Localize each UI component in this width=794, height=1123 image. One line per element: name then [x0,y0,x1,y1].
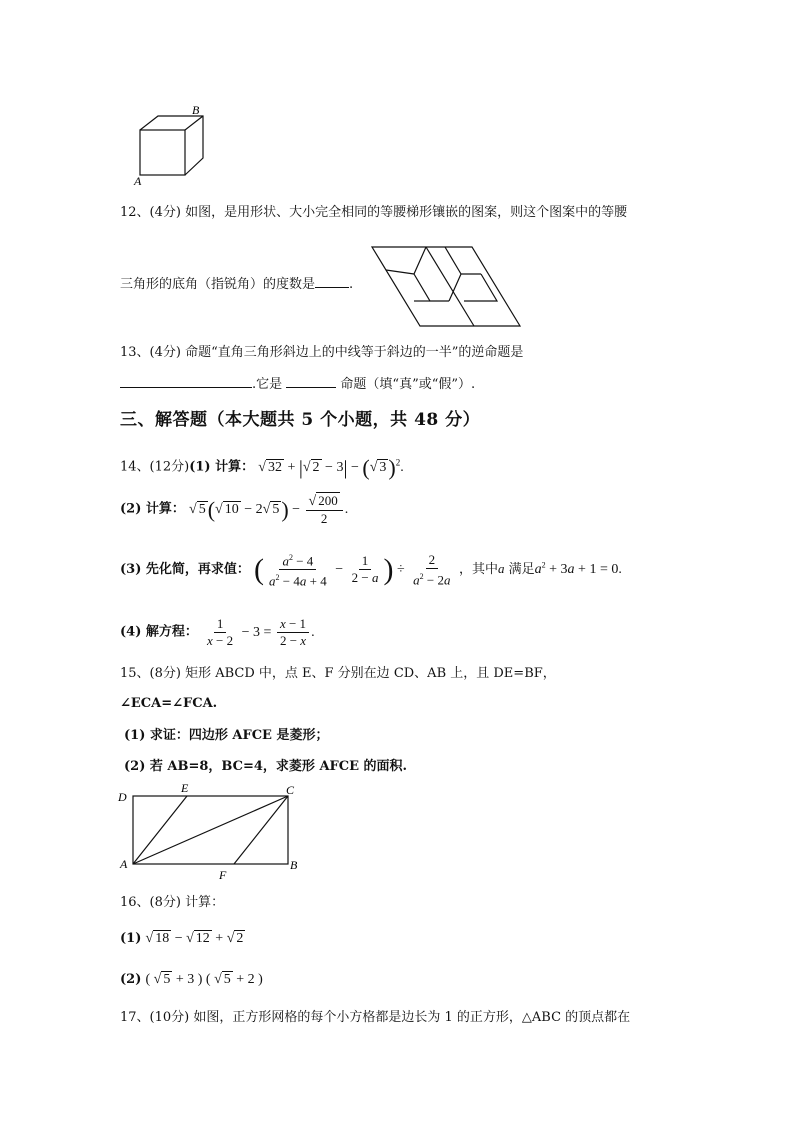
q14-p1-label: (1) 计算： [189,459,255,475]
q12-line2-text: 三角形的底角（指锐角）的度数是 [120,277,316,292]
cube-label-b: B [192,103,200,117]
label-e: E [181,781,189,795]
section3-heading: 三、解答题（本大题共 5 个小题，共 48 分） [120,410,481,430]
q14-p3-condition-expression: $a^2 + 3a + 1 = 0$. [534,560,622,578]
q14-p4-expression: $\frac{1}{x - 2}$ − 3 = $\frac{x - 1}{2 - x}$ . [207,616,315,648]
q16-p2-label: (2) [120,972,142,987]
q13-answer-blank[interactable] [120,373,252,388]
q13-part-b: 命题（填“真”或“假”）. [340,377,476,392]
q14-p3-cond: 满足 [504,562,535,578]
q15-line3: (1) 求证：四边形 AFCE 是菱形； [124,728,329,743]
q14-p4-label: (4) 解方程： [120,624,198,640]
q14-prefix: 14、(12分) [120,459,190,475]
label-b: B [290,858,298,872]
q15-line4: (2) 若 AB=8，BC=4，求菱形 AFCE 的面积. [124,759,408,774]
q14-part1 [120,452,404,478]
q13-true-false-blank[interactable] [286,373,336,388]
q16-p2-expression: ( √ 5 + 3 ) ( √ 5 + 2 ) [145,972,263,987]
q13-line1: 13、(4分) 命题“直角三角形斜边上的中线等于斜边的一半”的逆命题是 [120,345,524,360]
q16-p1-label: (1) [120,931,142,946]
q14-part2 [120,492,348,527]
q12-line2-end: . [349,277,354,292]
q14-p3-mid: ，其中 [458,562,498,578]
q16-line1: 16、(8分) 计算： [120,895,225,910]
q14-p3-expression: ( $\frac{a^2 - 4}{a^2 - 4a + 4}$ − $\frac{1}{2 - a}$ ) ÷ $\frac{2}{a^2 - 2a}$ [254,551,451,589]
q15-line2: ∠ECA=∠FCA. [120,696,218,711]
q13-part-a: .它是 [252,377,283,392]
q14-p2-expression: √ 5(√ 10 − 2√ 5) − $\frac{√ 200}{2}$ . [189,493,349,526]
q13-line2 [120,373,475,395]
q12-line2 [120,273,353,295]
q14-part4 [120,616,315,649]
trapezoid-tessellation-figure [368,243,528,333]
label-c: C [286,783,295,797]
q14-p3-var: a [498,561,505,577]
rectangle-abcd-figure [114,780,310,880]
q16-part2 [120,970,263,990]
q17-line1: 17、(10分) 如图，正方形网格的每个小方格都是边长为 1 的正方形，△ABC 的顶点都在 [120,1010,631,1025]
q14-p2-label: (2) 计算： [120,501,185,517]
label-a: A [120,857,128,871]
label-f: F [219,868,227,880]
label-d: D [118,790,127,804]
cube-figure [128,100,218,188]
q12-answer-blank[interactable] [315,273,349,288]
q14-p1-expression: √ 32 + |√ 2 − 3| − (√ 3)$^2$. [258,454,404,480]
q12-line1: 12、(4分) 如图，是用形状、大小完全相同的等腰梯形镶嵌的图案，则这个图案中的等腰 [120,205,628,220]
cube-label-a: A [134,174,142,188]
q14-part3 [120,550,622,590]
q16-p1-expression: √ 18 − √ 12 + √ 2 [145,931,244,946]
q14-p3-label: (3) 先化简，再求值： [120,562,250,578]
q16-part1 [120,929,245,949]
q15-line1: 15、(8分) 矩形 ABCD 中，点 E、F 分别在边 CD、AB 上，且 DE=BF， [120,666,556,681]
